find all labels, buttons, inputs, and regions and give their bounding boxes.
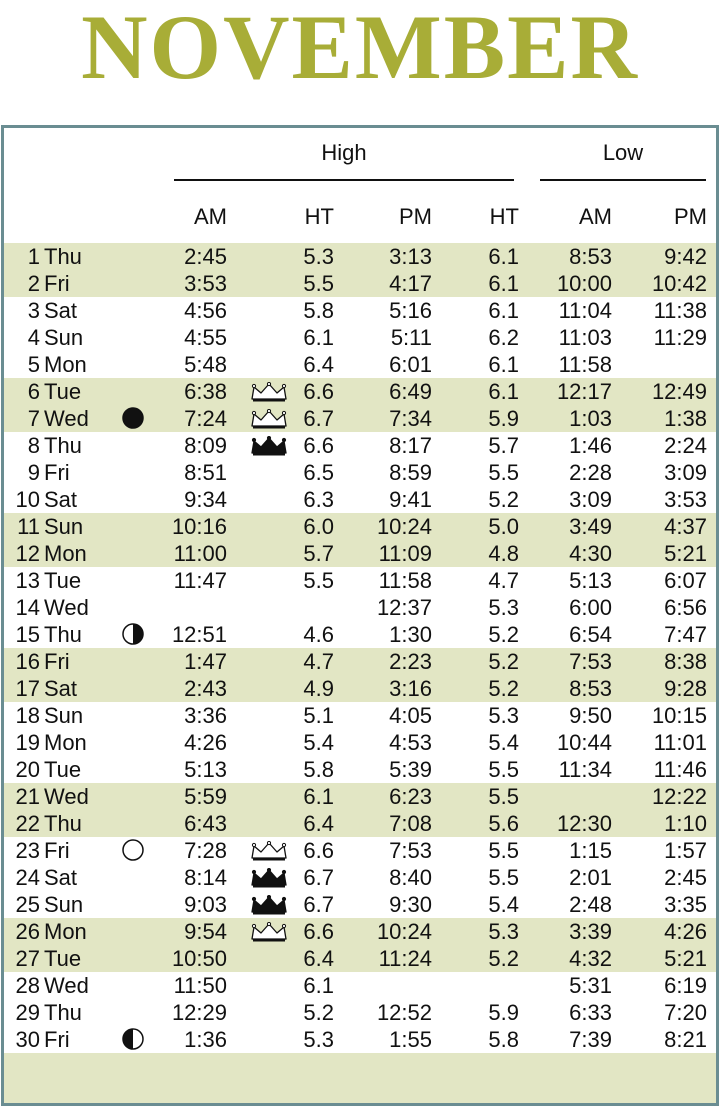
outline-crown-icon bbox=[250, 382, 288, 402]
low-pm-time: 3:35 bbox=[664, 892, 707, 917]
high-am-height: 5.7 bbox=[303, 541, 334, 566]
high-am-time: 8:14 bbox=[184, 865, 227, 890]
low-am-time: 7:53 bbox=[569, 649, 612, 674]
high-am-time: 5:48 bbox=[184, 352, 227, 377]
low-pm-time: 2:45 bbox=[664, 865, 707, 890]
low-am-time: 3:49 bbox=[569, 514, 612, 539]
low-pm-time: 3:09 bbox=[664, 460, 707, 485]
high-am-time: 5:13 bbox=[184, 757, 227, 782]
day-name: Mon bbox=[44, 919, 87, 944]
high-am-height: 6.0 bbox=[303, 514, 334, 539]
high-pm-time: 8:17 bbox=[389, 433, 432, 458]
low-am-time: 10:44 bbox=[556, 730, 612, 755]
high-pm-time: 2:23 bbox=[389, 649, 432, 674]
high-am-height: 6.1 bbox=[303, 784, 334, 809]
low-am-time: 1:03 bbox=[569, 406, 612, 431]
high-am-height: 4.7 bbox=[303, 649, 334, 674]
high-pm-time: 8:40 bbox=[389, 865, 432, 890]
high-am-time: 3:53 bbox=[184, 271, 227, 296]
table-row bbox=[4, 972, 716, 999]
day-name: Fri bbox=[44, 649, 70, 674]
high-pm-time: 3:13 bbox=[389, 244, 432, 269]
high-pm-height: 5.2 bbox=[488, 946, 519, 971]
high-pm-height: 5.8 bbox=[488, 1027, 519, 1052]
low-am-time: 12:17 bbox=[556, 379, 612, 404]
day-name: Fri bbox=[44, 838, 70, 863]
table-row bbox=[4, 297, 716, 324]
high-am-time: 11:00 bbox=[173, 541, 227, 566]
day-number: 1 bbox=[27, 244, 40, 269]
high-am-height: 5.1 bbox=[303, 703, 334, 728]
table-row bbox=[4, 729, 716, 756]
low-am-time: 4:32 bbox=[569, 946, 612, 971]
day-number: 10 bbox=[15, 487, 40, 512]
high-pm-time: 9:41 bbox=[389, 487, 432, 512]
col-low-pm: PM bbox=[674, 204, 707, 229]
table-body bbox=[4, 243, 716, 1053]
high-pm-time: 4:17 bbox=[389, 271, 432, 296]
low-pm-time: 3:53 bbox=[664, 487, 707, 512]
high-am-height: 6.6 bbox=[303, 838, 334, 863]
high-am-height: 6.7 bbox=[303, 865, 334, 890]
day-name: Sat bbox=[44, 298, 78, 323]
low-am-time: 11:58 bbox=[558, 352, 612, 377]
table-row bbox=[4, 432, 716, 459]
low-am-time: 6:54 bbox=[569, 622, 612, 647]
high-pm-time: 12:37 bbox=[376, 595, 432, 620]
high-am-height: 4.9 bbox=[303, 676, 334, 701]
table-row bbox=[4, 270, 716, 297]
high-am-height: 5.5 bbox=[303, 568, 334, 593]
high-pm-time: 10:24 bbox=[376, 919, 432, 944]
low-pm-time: 1:57 bbox=[664, 838, 707, 863]
low-pm-time: 2:24 bbox=[664, 433, 707, 458]
table-row bbox=[4, 783, 716, 810]
high-pm-height: 5.3 bbox=[488, 919, 519, 944]
high-am-time: 11:50 bbox=[173, 973, 227, 998]
table-row bbox=[4, 351, 716, 378]
col-high-ht1: HT bbox=[304, 204, 334, 229]
day-number: 13 bbox=[15, 568, 40, 593]
high-pm-time: 9:30 bbox=[389, 892, 432, 917]
low-am-time: 12:30 bbox=[556, 811, 612, 836]
day-name: Sat bbox=[44, 865, 78, 890]
high-pm-time: 8:59 bbox=[389, 460, 432, 485]
day-number: 29 bbox=[15, 1000, 40, 1025]
high-pm-height: 5.9 bbox=[488, 406, 519, 431]
high-pm-height: 6.1 bbox=[488, 379, 519, 404]
new-moon-icon bbox=[122, 407, 144, 429]
day-number: 30 bbox=[15, 1027, 40, 1052]
low-am-time: 8:53 bbox=[569, 244, 612, 269]
day-number: 9 bbox=[27, 460, 40, 485]
table-row bbox=[4, 486, 716, 513]
high-am-time: 6:43 bbox=[184, 811, 227, 836]
low-pm-time: 8:21 bbox=[664, 1027, 707, 1052]
table-row bbox=[4, 648, 716, 675]
low-am-time: 2:28 bbox=[569, 460, 612, 485]
high-pm-time: 7:34 bbox=[389, 406, 432, 431]
low-pm-time: 9:28 bbox=[664, 676, 707, 701]
high-am-time: 12:51 bbox=[171, 622, 227, 647]
low-am-time: 5:31 bbox=[569, 973, 612, 998]
day-name: Tue bbox=[44, 379, 82, 404]
solid-crown-icon bbox=[250, 436, 288, 456]
day-name: Sat bbox=[44, 676, 78, 701]
low-am-time: 11:34 bbox=[558, 757, 612, 782]
low-pm-time: 5:21 bbox=[664, 946, 707, 971]
table-row bbox=[4, 513, 716, 540]
low-pm-time: 6:56 bbox=[664, 595, 707, 620]
table-row bbox=[4, 459, 716, 486]
high-pm-time: 1:30 bbox=[389, 622, 432, 647]
high-pm-height: 6.2 bbox=[488, 325, 519, 350]
high-am-height: 5.2 bbox=[303, 1000, 334, 1025]
low-am-time: 11:03 bbox=[558, 325, 612, 350]
table-row bbox=[4, 837, 716, 864]
table-row bbox=[4, 324, 716, 351]
day-name: Tue bbox=[44, 757, 82, 782]
high-am-height: 5.5 bbox=[303, 271, 334, 296]
high-pm-height: 5.5 bbox=[488, 460, 519, 485]
high-am-height: 6.6 bbox=[303, 433, 334, 458]
high-am-time: 2:45 bbox=[184, 244, 227, 269]
low-pm-time: 7:20 bbox=[664, 1000, 707, 1025]
high-pm-height: 5.7 bbox=[488, 433, 519, 458]
high-pm-time: 6:01 bbox=[389, 352, 432, 377]
table-row bbox=[4, 621, 716, 648]
table-row bbox=[4, 243, 716, 270]
day-number: 6 bbox=[27, 379, 40, 404]
high-am-height: 6.4 bbox=[303, 352, 334, 377]
high-pm-time: 7:08 bbox=[389, 811, 432, 836]
day-name: Wed bbox=[44, 595, 89, 620]
day-name: Wed bbox=[44, 784, 89, 809]
low-pm-time: 11:29 bbox=[653, 325, 707, 350]
high-pm-height: 5.2 bbox=[488, 487, 519, 512]
table-row bbox=[4, 567, 716, 594]
high-am-height: 6.1 bbox=[303, 325, 334, 350]
day-name: Thu bbox=[44, 811, 82, 836]
day-number: 22 bbox=[15, 811, 40, 836]
high-pm-time: 5:11 bbox=[390, 325, 432, 350]
high-am-height: 6.6 bbox=[303, 919, 334, 944]
low-pm-time: 1:38 bbox=[664, 406, 707, 431]
low-pm-time: 10:42 bbox=[651, 271, 707, 296]
low-am-time: 3:39 bbox=[569, 919, 612, 944]
day-name: Sun bbox=[44, 325, 84, 350]
high-am-time: 4:55 bbox=[184, 325, 227, 350]
high-am-time: 2:43 bbox=[184, 676, 227, 701]
low-am-time: 6:33 bbox=[569, 1000, 612, 1025]
high-pm-height: 5.5 bbox=[488, 757, 519, 782]
day-number: 27 bbox=[15, 946, 40, 971]
table-row bbox=[4, 945, 716, 972]
high-tide-header: High bbox=[321, 140, 367, 165]
high-am-time: 9:03 bbox=[184, 892, 227, 917]
high-pm-height: 5.5 bbox=[488, 865, 519, 890]
low-am-time: 6:00 bbox=[569, 595, 612, 620]
high-pm-height: 6.1 bbox=[488, 352, 519, 377]
table-row bbox=[4, 918, 716, 945]
day-name: Tue bbox=[44, 568, 82, 593]
last-quarter-icon bbox=[122, 1028, 144, 1050]
day-name: Sat bbox=[44, 487, 78, 512]
day-name: Thu bbox=[44, 1000, 82, 1025]
table-row bbox=[4, 999, 716, 1026]
high-am-time: 6:38 bbox=[184, 379, 227, 404]
high-pm-height: 5.4 bbox=[488, 730, 519, 755]
high-pm-height: 4.7 bbox=[488, 568, 519, 593]
high-am-height: 6.6 bbox=[303, 379, 334, 404]
high-pm-height: 5.2 bbox=[488, 622, 519, 647]
high-pm-height: 6.1 bbox=[488, 244, 519, 269]
day-name: Mon bbox=[44, 541, 87, 566]
high-pm-height: 5.4 bbox=[488, 892, 519, 917]
low-am-time: 2:48 bbox=[569, 892, 612, 917]
high-am-time: 3:36 bbox=[184, 703, 227, 728]
low-am-time: 5:13 bbox=[569, 568, 612, 593]
day-number: 11 bbox=[17, 514, 40, 539]
day-number: 3 bbox=[27, 298, 40, 323]
low-pm-time: 6:19 bbox=[664, 973, 707, 998]
high-pm-height: 5.0 bbox=[488, 514, 519, 539]
low-am-time: 9:50 bbox=[569, 703, 612, 728]
high-am-time: 8:51 bbox=[184, 460, 227, 485]
table-row bbox=[4, 405, 716, 432]
high-am-time: 5:59 bbox=[184, 784, 227, 809]
high-pm-time: 6:49 bbox=[389, 379, 432, 404]
high-pm-height: 5.6 bbox=[488, 811, 519, 836]
day-number: 26 bbox=[15, 919, 40, 944]
day-number: 4 bbox=[27, 325, 40, 350]
high-pm-height: 5.2 bbox=[488, 649, 519, 674]
high-am-time: 8:09 bbox=[184, 433, 227, 458]
day-number: 15 bbox=[15, 622, 40, 647]
low-pm-time: 9:42 bbox=[664, 244, 707, 269]
high-am-time: 9:54 bbox=[184, 919, 227, 944]
high-pm-time: 12:52 bbox=[376, 1000, 432, 1025]
day-number: 28 bbox=[15, 973, 40, 998]
table-row bbox=[4, 540, 716, 567]
high-am-time: 4:26 bbox=[184, 730, 227, 755]
high-am-height: 5.3 bbox=[303, 244, 334, 269]
day-name: Sun bbox=[44, 892, 84, 917]
low-am-time: 3:09 bbox=[569, 487, 612, 512]
high-am-height: 5.3 bbox=[303, 1027, 334, 1052]
outline-crown-icon bbox=[250, 841, 288, 861]
table-row bbox=[4, 864, 716, 891]
day-name: Tue bbox=[44, 946, 82, 971]
day-number: 2 bbox=[27, 271, 40, 296]
solid-crown-icon bbox=[250, 895, 288, 915]
high-pm-height: 5.9 bbox=[488, 1000, 519, 1025]
high-pm-time: 10:24 bbox=[376, 514, 432, 539]
day-number: 8 bbox=[27, 433, 40, 458]
low-am-time: 7:39 bbox=[569, 1027, 612, 1052]
high-am-height: 6.7 bbox=[303, 406, 334, 431]
high-am-time: 4:56 bbox=[184, 298, 227, 323]
high-pm-time: 3:16 bbox=[389, 676, 432, 701]
high-am-time: 1:47 bbox=[184, 649, 227, 674]
day-name: Mon bbox=[44, 730, 87, 755]
high-pm-time: 11:09 bbox=[378, 541, 432, 566]
high-am-time: 12:29 bbox=[171, 1000, 227, 1025]
col-low-am: AM bbox=[579, 204, 612, 229]
day-name: Thu bbox=[44, 433, 82, 458]
low-pm-time: 12:22 bbox=[651, 784, 707, 809]
day-number: 21 bbox=[15, 784, 40, 809]
day-name: Wed bbox=[44, 973, 89, 998]
high-pm-height: 5.5 bbox=[488, 784, 519, 809]
low-pm-time: 4:37 bbox=[664, 514, 707, 539]
day-number: 12 bbox=[15, 541, 40, 566]
high-pm-time: 5:39 bbox=[389, 757, 432, 782]
table-row bbox=[4, 594, 716, 621]
low-header-rule bbox=[540, 179, 706, 181]
solid-crown-icon bbox=[250, 868, 288, 888]
high-am-height: 6.5 bbox=[303, 460, 334, 485]
high-am-height: 5.8 bbox=[303, 757, 334, 782]
low-pm-time: 7:47 bbox=[664, 622, 707, 647]
col-high-am: AM bbox=[194, 204, 227, 229]
day-name: Sun bbox=[44, 514, 84, 539]
high-pm-time: 4:05 bbox=[389, 703, 432, 728]
day-number: 23 bbox=[15, 838, 40, 863]
table-row bbox=[4, 1026, 716, 1053]
high-pm-height: 6.1 bbox=[488, 298, 519, 323]
low-pm-time: 11:46 bbox=[653, 757, 707, 782]
table-row bbox=[4, 702, 716, 729]
high-header-rule bbox=[174, 179, 514, 181]
col-high-ht2: HT bbox=[489, 204, 519, 229]
table-row bbox=[4, 756, 716, 783]
day-number: 5 bbox=[27, 352, 40, 377]
day-number: 24 bbox=[15, 865, 40, 890]
high-pm-height: 5.5 bbox=[488, 838, 519, 863]
high-am-time: 11:47 bbox=[173, 568, 227, 593]
low-am-time: 1:15 bbox=[569, 838, 612, 863]
day-number: 18 bbox=[15, 703, 40, 728]
day-number: 17 bbox=[15, 676, 40, 701]
day-number: 19 bbox=[15, 730, 40, 755]
col-high-pm: PM bbox=[399, 204, 432, 229]
full-moon-icon bbox=[122, 839, 144, 861]
low-pm-time: 10:15 bbox=[651, 703, 707, 728]
table-row bbox=[4, 378, 716, 405]
outline-crown-icon bbox=[250, 409, 288, 429]
table-row bbox=[4, 810, 716, 837]
tide-table bbox=[1, 125, 719, 1106]
day-number: 7 bbox=[27, 406, 40, 431]
low-pm-time: 8:38 bbox=[664, 649, 707, 674]
low-am-time: 11:04 bbox=[558, 298, 612, 323]
first-quarter-icon bbox=[122, 623, 144, 645]
high-am-time: 10:16 bbox=[171, 514, 227, 539]
low-am-time: 1:46 bbox=[569, 433, 612, 458]
low-pm-time: 5:21 bbox=[664, 541, 707, 566]
low-pm-time: 11:01 bbox=[653, 730, 707, 755]
high-am-time: 7:28 bbox=[184, 838, 227, 863]
high-am-height: 5.4 bbox=[303, 730, 334, 755]
low-pm-time: 6:07 bbox=[664, 568, 707, 593]
high-am-height: 6.4 bbox=[303, 811, 334, 836]
low-pm-time: 11:38 bbox=[653, 298, 707, 323]
high-pm-height: 6.1 bbox=[488, 271, 519, 296]
high-pm-time: 6:23 bbox=[389, 784, 432, 809]
day-number: 25 bbox=[15, 892, 40, 917]
high-pm-height: 4.8 bbox=[488, 541, 519, 566]
high-am-height: 6.7 bbox=[303, 892, 334, 917]
low-pm-time: 4:26 bbox=[664, 919, 707, 944]
day-name: Fri bbox=[44, 460, 70, 485]
high-am-height: 6.1 bbox=[303, 973, 334, 998]
table-row bbox=[4, 675, 716, 702]
low-am-time: 4:30 bbox=[569, 541, 612, 566]
high-pm-time: 7:53 bbox=[389, 838, 432, 863]
day-name: Sun bbox=[44, 703, 84, 728]
table-row bbox=[4, 891, 716, 918]
high-am-time: 10:50 bbox=[171, 946, 227, 971]
high-am-height: 6.4 bbox=[303, 946, 334, 971]
high-pm-time: 4:53 bbox=[389, 730, 432, 755]
day-name: Fri bbox=[44, 1027, 70, 1052]
high-pm-time: 1:55 bbox=[389, 1027, 432, 1052]
day-number: 16 bbox=[15, 649, 40, 674]
page-title: NOVEMBER bbox=[81, 0, 639, 98]
low-pm-time: 12:49 bbox=[651, 379, 707, 404]
low-am-time: 10:00 bbox=[556, 271, 612, 296]
low-pm-time: 1:10 bbox=[664, 811, 707, 836]
high-pm-height: 5.2 bbox=[488, 676, 519, 701]
low-tide-header: Low bbox=[602, 140, 644, 165]
outline-crown-icon bbox=[250, 922, 288, 942]
high-pm-height: 5.3 bbox=[488, 703, 519, 728]
high-pm-time: 11:58 bbox=[378, 568, 432, 593]
day-name: Thu bbox=[44, 622, 82, 647]
high-pm-height: 5.3 bbox=[488, 595, 519, 620]
day-name: Thu bbox=[44, 244, 82, 269]
day-name: Wed bbox=[44, 406, 89, 431]
day-name: Mon bbox=[44, 352, 87, 377]
high-am-time: 1:36 bbox=[184, 1027, 227, 1052]
high-am-height: 5.8 bbox=[303, 298, 334, 323]
footer-band bbox=[4, 1053, 716, 1103]
high-am-height: 6.3 bbox=[303, 487, 334, 512]
low-am-time: 2:01 bbox=[569, 865, 612, 890]
high-am-height: 4.6 bbox=[303, 622, 334, 647]
high-am-time: 7:24 bbox=[184, 406, 227, 431]
low-am-time: 8:53 bbox=[569, 676, 612, 701]
day-number: 20 bbox=[15, 757, 40, 782]
day-name: Fri bbox=[44, 271, 70, 296]
high-pm-time: 11:24 bbox=[378, 946, 432, 971]
high-pm-time: 5:16 bbox=[389, 298, 432, 323]
high-am-time: 9:34 bbox=[184, 487, 227, 512]
day-number: 14 bbox=[15, 595, 40, 620]
